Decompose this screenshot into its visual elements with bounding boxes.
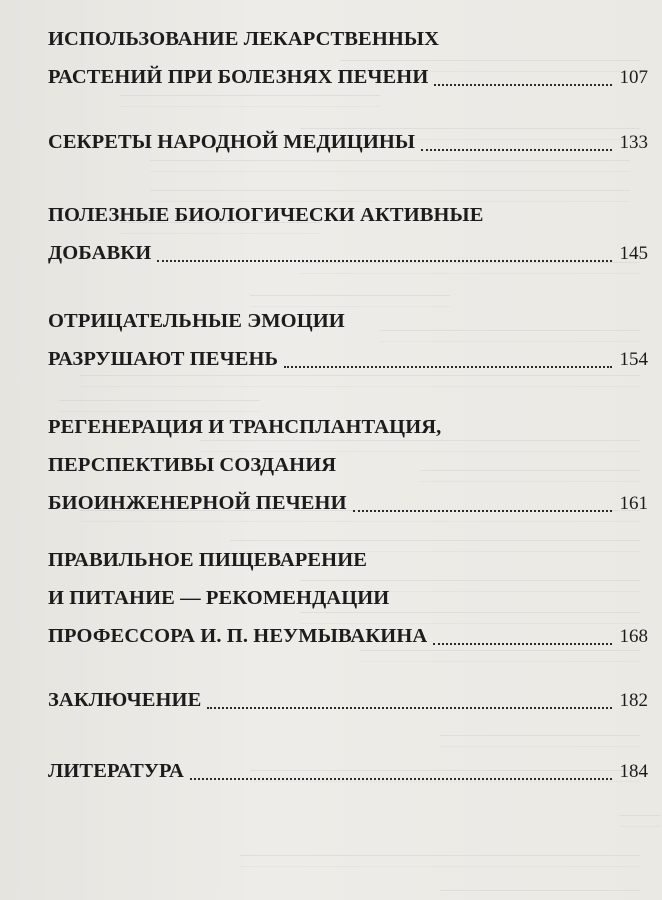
toc-entry-page-number: 107: [619, 67, 648, 88]
leader-dots: [284, 366, 611, 368]
toc-entry[interactable]: [48, 123, 648, 161]
leader-dots: [353, 510, 612, 512]
toc-entry-row: [48, 234, 648, 272]
toc-entry-title: ЛИТЕРАТУРА: [48, 760, 184, 782]
leader-dots: [207, 707, 611, 709]
toc-entry[interactable]: [48, 196, 648, 272]
toc-entry-page-number: 161: [619, 493, 648, 514]
toc-entry-title: ПРОФЕССОРА И. П. НЕУМЫВАКИНА: [48, 625, 428, 647]
leader-dots: [433, 643, 611, 645]
toc-entry-row: [48, 681, 648, 719]
toc-entry-page-number: 145: [619, 243, 648, 264]
toc-entry-row: [48, 58, 648, 96]
leader-dots: [157, 260, 611, 262]
toc-entry-title: БИОИНЖЕНЕРНОЙ ПЕЧЕНИ: [48, 492, 347, 514]
toc-entry-title-line: РЕГЕНЕРАЦИЯ И ТРАНСПЛАНТАЦИЯ,: [48, 416, 442, 438]
leader-dots: [421, 149, 611, 151]
toc-entry[interactable]: [48, 681, 648, 719]
toc-entry-page-number: 168: [619, 626, 648, 647]
toc-entry-title: ЗАКЛЮЧЕНИЕ: [48, 689, 202, 711]
toc-entry-title: СЕКРЕТЫ НАРОДНОЙ МЕДИЦИНЫ: [48, 131, 416, 153]
leader-dots: [434, 84, 611, 86]
toc-entry-title-line: ПРАВИЛЬНОЕ ПИЩЕВАРЕНИЕ: [48, 549, 368, 571]
toc-entry[interactable]: [48, 302, 648, 378]
toc-entry-row: [48, 123, 648, 161]
toc-entry-title-line: И ПИТАНИЕ — РЕКОМЕНДАЦИИ: [48, 587, 390, 609]
toc-entry-title: ДОБАВКИ: [48, 242, 152, 264]
leader-dots: [190, 778, 612, 780]
toc-entry-title-line: ПЕРСПЕКТИВЫ СОЗДАНИЯ: [48, 454, 337, 476]
toc-entry-row: [48, 340, 648, 378]
toc-entry-title-line: ИСПОЛЬЗОВАНИЕ ЛЕКАРСТВЕННЫХ: [48, 28, 440, 50]
toc-entry-title: РАСТЕНИЙ ПРИ БОЛЕЗНЯХ ПЕЧЕНИ: [48, 66, 429, 88]
toc-entry-row: [48, 484, 648, 522]
toc-entry-title: РАЗРУШАЮТ ПЕЧЕНЬ: [48, 348, 279, 370]
toc-entry-page-number: 133: [619, 132, 648, 153]
toc-entry[interactable]: [48, 541, 648, 655]
toc-entry[interactable]: [48, 20, 648, 96]
toc-entry[interactable]: [48, 408, 648, 522]
toc-entry-row: [48, 752, 648, 790]
toc-entry-page-number: 182: [619, 690, 648, 711]
toc-entry-page-number: 184: [619, 761, 648, 782]
toc-entry-row: [48, 617, 648, 655]
toc-entry[interactable]: [48, 752, 648, 790]
toc-entry-title-line: ОТРИЦАТЕЛЬНЫЕ ЭМОЦИИ: [48, 310, 345, 332]
toc-entry-page-number: 154: [619, 349, 648, 370]
toc-entry-title-line: ПОЛЕЗНЫЕ БИОЛОГИЧЕСКИ АКТИВНЫЕ: [48, 204, 484, 226]
